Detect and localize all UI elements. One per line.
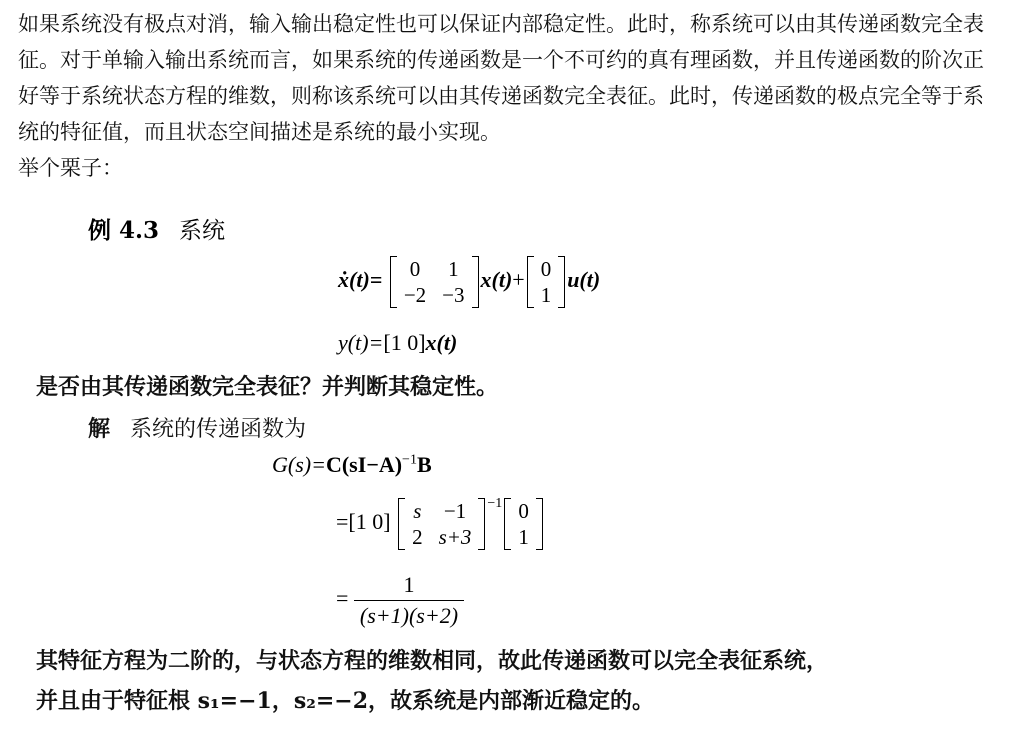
state-equation bbox=[338, 256, 600, 308]
output-C: [1 0] bbox=[383, 330, 426, 355]
transfer-function-step2 bbox=[336, 496, 545, 550]
matrix-B bbox=[527, 256, 566, 308]
plus-sign: + bbox=[512, 267, 525, 293]
solution-label: 解 bbox=[88, 416, 111, 442]
output-lhs: y(t)= bbox=[338, 330, 384, 355]
transfer-function-result bbox=[336, 572, 464, 629]
inverse-matrix-cell: −1 bbox=[443, 498, 467, 523]
transfer-function-definition bbox=[272, 452, 432, 478]
step2-prefix: =[1 0] bbox=[336, 509, 391, 534]
matrix-B-cell: 1 bbox=[540, 283, 552, 307]
inverse-exponent: −1 bbox=[487, 496, 503, 511]
matrix-A-cell: −3 bbox=[442, 283, 465, 307]
matrix-B-cell: 0 bbox=[540, 257, 552, 281]
output-x-term: x(t) bbox=[425, 330, 458, 355]
fraction-denominator: (s+1)(s+2) bbox=[354, 600, 464, 629]
output-equation bbox=[338, 330, 457, 356]
result-fraction bbox=[354, 572, 464, 629]
example-label: 例 4.3 bbox=[88, 217, 160, 244]
example-title bbox=[88, 212, 225, 245]
matrix-A-cell: 1 bbox=[448, 257, 459, 281]
result-equals: = bbox=[336, 585, 349, 611]
state-lhs: ẋ(t)= bbox=[338, 267, 383, 293]
conclusion-line-1: 其特征方程为二阶的，与状态方程的维数相同，故此传递函数可以完全表征系统， bbox=[36, 648, 829, 674]
matrix-B-repeat bbox=[504, 498, 543, 550]
matrix-A-cell: 0 bbox=[409, 257, 421, 281]
G-rhs: C(sI−A) bbox=[325, 452, 403, 477]
inverse-matrix-cell: 2 bbox=[412, 524, 423, 549]
system-word: 系统 bbox=[179, 218, 226, 244]
G-B: B bbox=[416, 452, 432, 477]
matrix-B-cell: 1 bbox=[518, 524, 529, 549]
solution-intro: 系统的传递函数为 bbox=[130, 417, 307, 442]
G-exponent: −1 bbox=[402, 452, 417, 468]
state-x-term: x(t) bbox=[480, 267, 513, 293]
matrix-A-cell: −2 bbox=[403, 283, 427, 307]
matrix-B-cell: 0 bbox=[518, 498, 529, 523]
question-text: 是否由其传递函数完全表征？并判断其稳定性。 bbox=[36, 374, 499, 400]
G-lhs: G(s)= bbox=[272, 452, 326, 477]
fraction-numerator: 1 bbox=[403, 572, 415, 597]
conclusion-line-2: 并且由于特征根 s₁=−1，s₂=−2，故系统是内部渐近稳定的。 bbox=[36, 688, 655, 714]
solution-line bbox=[88, 412, 306, 443]
matrix-A bbox=[390, 256, 479, 308]
state-u-term: u(t) bbox=[567, 267, 601, 293]
inverse-matrix bbox=[398, 498, 485, 550]
inverse-matrix-cell: s bbox=[413, 498, 422, 523]
inverse-matrix-cell: s+3 bbox=[438, 524, 472, 549]
example-intro: 举个栗子： bbox=[18, 156, 123, 180]
intro-paragraph: 如果系统没有极点对消，输入输出稳定性也可以保证内部稳定性。此时，称系统可以由其传递函数完全表征。对于单输入输出系统而言，如果系统的传递函数是一个不可约的真有理函数，并且传递函数的阶次正好等于系统状态方程的维数，则称该系统可以由其传递函数完全表征。此时，传递函数的极点完全等于系统的特征值，而且状态空间描述是系统的最小实现。 bbox=[18, 12, 984, 144]
